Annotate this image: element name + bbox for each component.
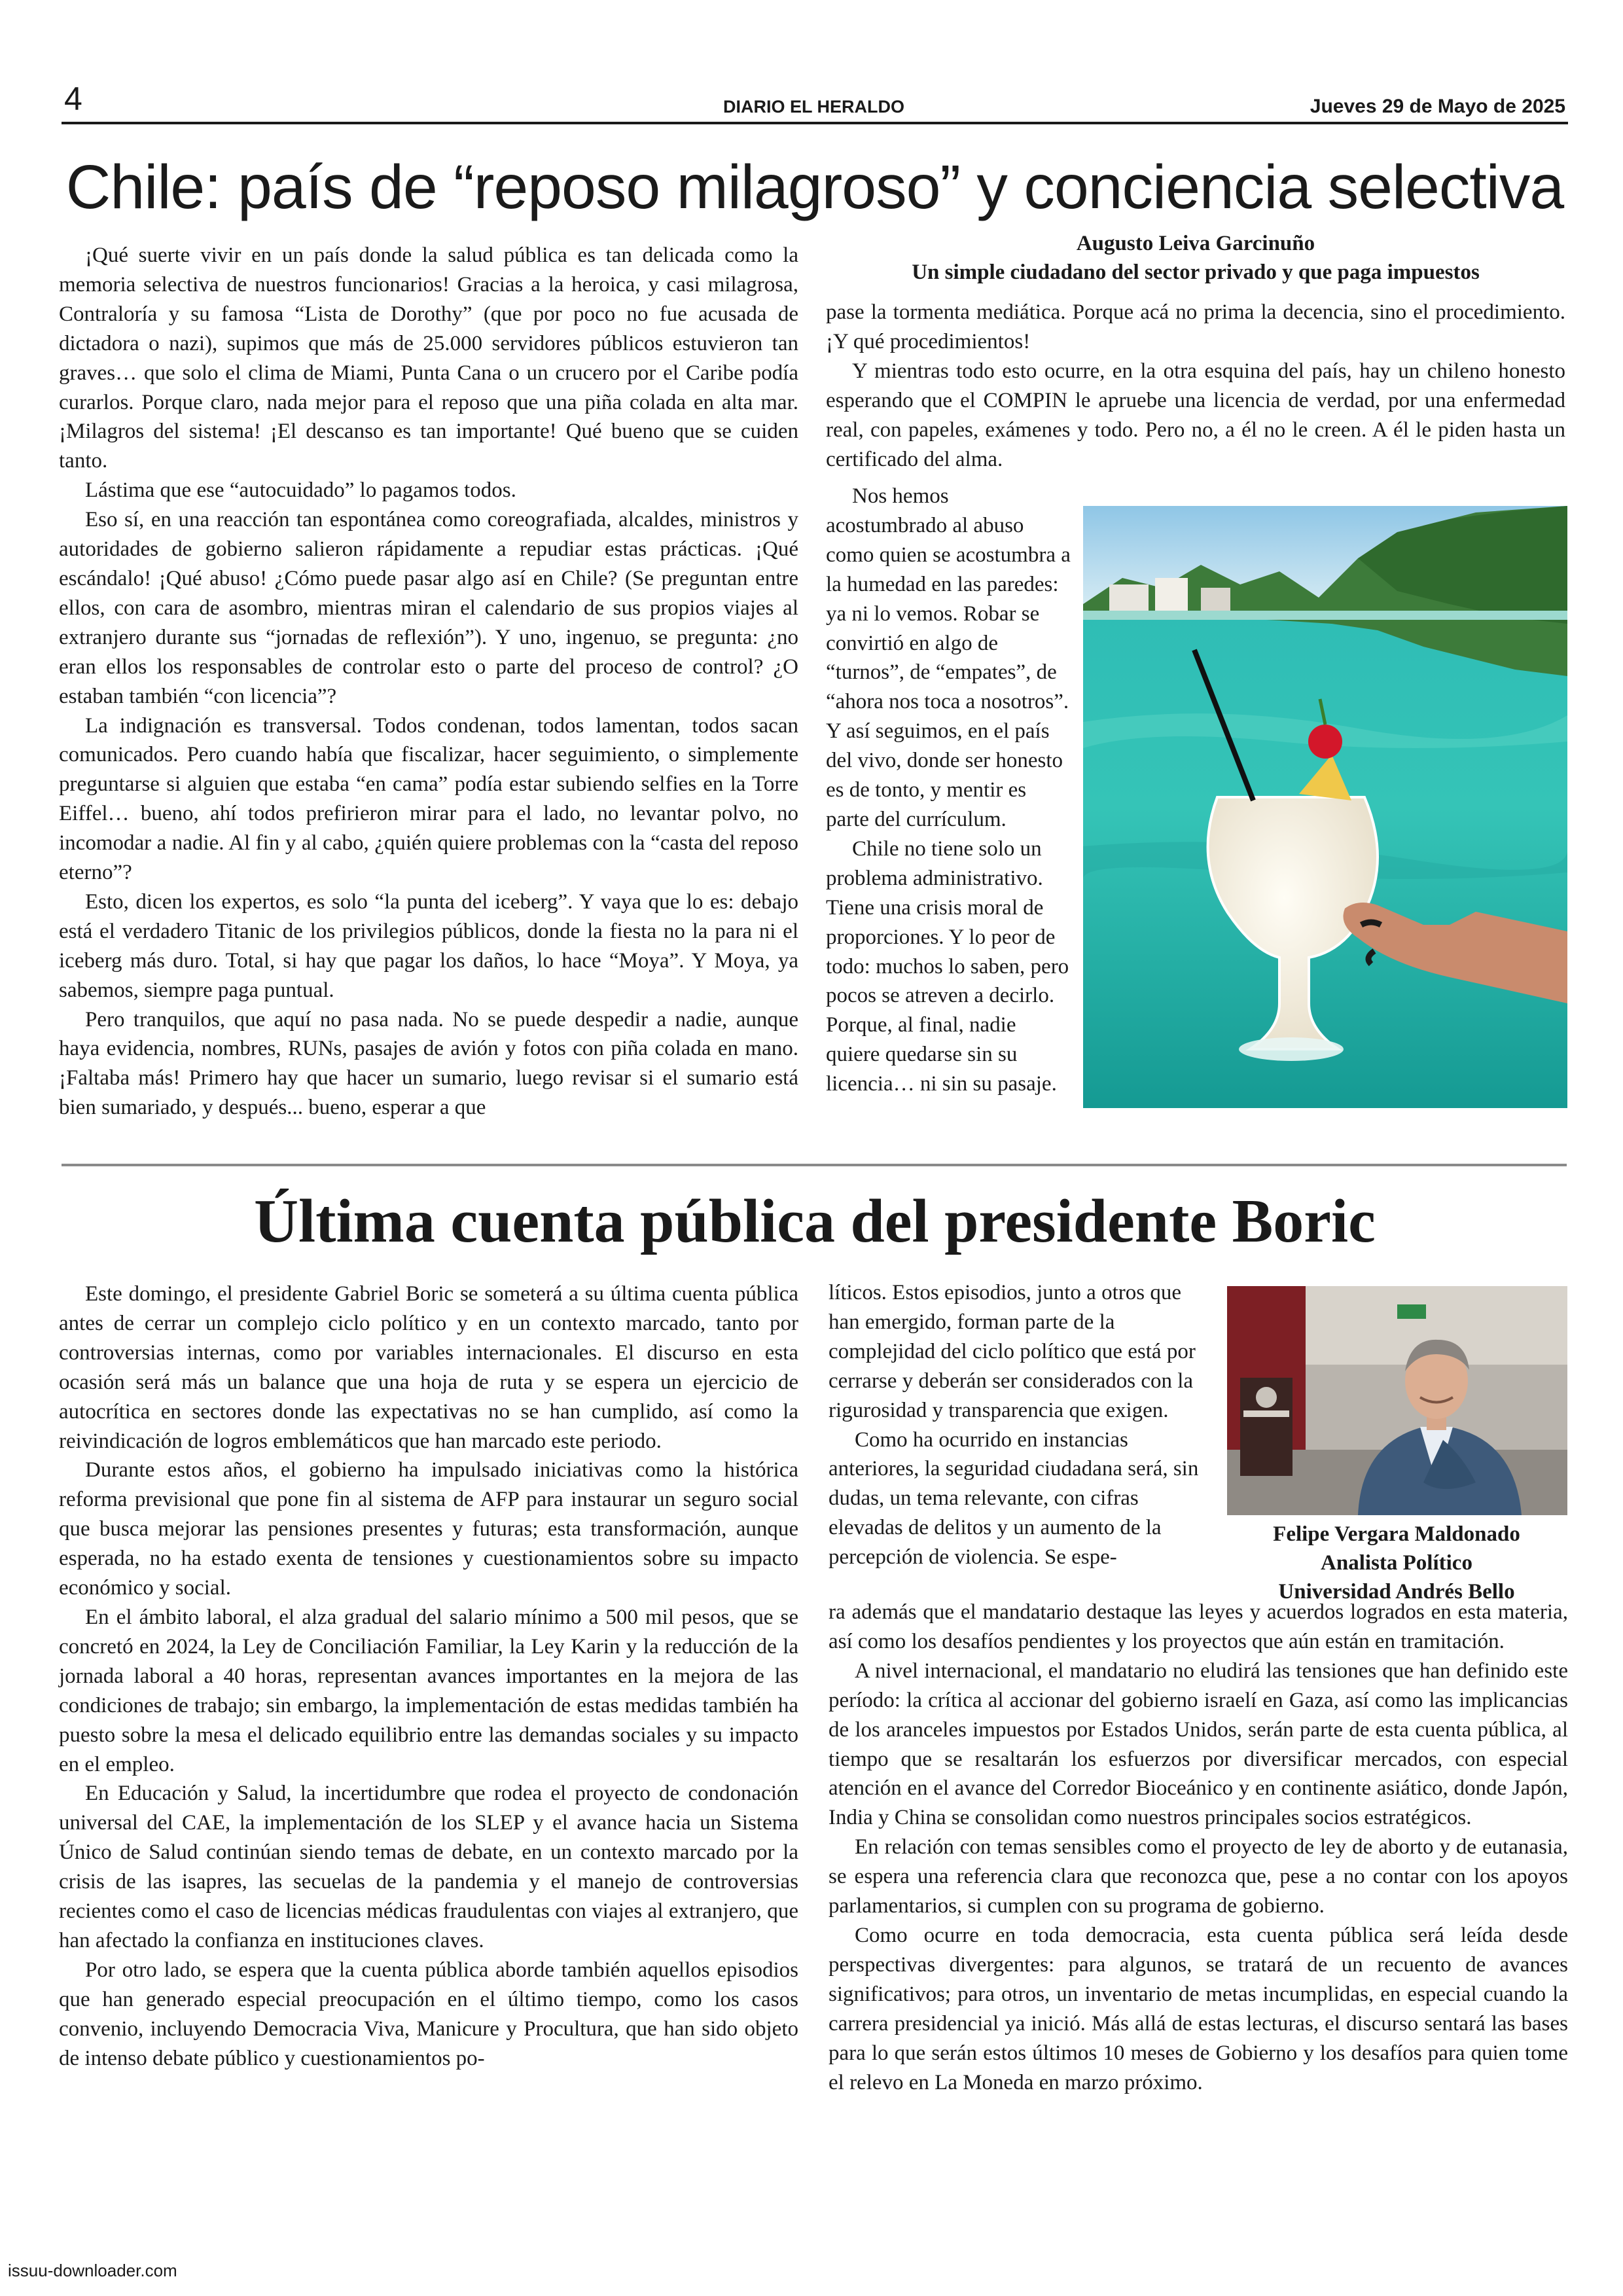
article2-column-2 [829,1598,1568,2097]
article2-column-2-narrow [829,1278,1208,1572]
section-divider [62,1164,1567,1166]
watermark: issuu-downloader.com [8,2261,177,2280]
paragraph: Eso sí, en una reacción tan espontánea como coreografiada, alcaldes, ministros y autoridades de gobierno salieron rápidamente a repudiar estas prácticas. ¡Qué escándalo! ¡Qué abuso! ¿Cómo puede pasar algo así en Chile? (Se preguntan entre ellos, con cara de asombro, mientras miran el calendario de sus propios viajes al extranjero durante sus “jornadas de reflexión”). Y uno, ingenuo, se pregunta: ¿no eran ellos los responsables de controlar esto o parte del proceso de control? ¿O estaban también “con licencia”? [59,508,798,708]
paragraph: Nos hemos acostumbrado al abuso como quien se acostumbra a la humedad en las paredes: ya ni lo vemos. Robar se convirtió en algo de “turnos”, de “empates”, de “ahora nos toca a nosotros”. Y así seguimos, en el país del vivo, donde ser honesto es de tonto, y mentir es parte del currículum. [826,484,1071,831]
paragraph: Y mientras todo esto ocurre, en la otra esquina del país, hay un chileno honesto esperando que el COMPIN le apruebe una licencia de verdad, por una enfermedad real, con papeles, exámenes y todo. Pero no, a él no le creen. A él le piden hasta un certificado del alma. [826,359,1565,471]
article2-column-1 [59,1280,798,2073]
paragraph: A nivel internacional, el mandatario no eludirá las tensiones que han definido este período: la crítica al accionar del gobierno israelí en Gaza, así como las implicancias de los aranceles impuestos por Estados Unidos, serán parte de esta cuenta pública, al tiempo que se resaltarán los esfuerzos por diversificar mercados, con especial atención en el avance del Corredor Bioceánico y en continente asiático, donde Japón, India y China se consolidan como nuestros principales socios estratégicos. [829,1659,1568,1830]
paragraph: Esto, dicen los expertos, es solo “la punta del iceberg”. Y vaya que lo es: debajo está el verdadero Titanic de los privilegios públicos, donde la fiesta no la para ni el iceberg más duro. Total, si hay que pagar los daños, lo hace “Moya”. Y Moya, ya sabemos, siempre paga puntual. [59,889,798,1002]
paragraph: La indignación es transversal. Todos condenan, todos lamentan, todos sacan comunicados. Pero cuando había que fiscalizar, hacer seguimiento, o simplemente preguntarse si alguien que estaba “en cama” podía estar subiendo selfies en la Torre Eiffel… bueno, ahí todos prefirieron mirar para el lado, no levantar polvo, no incomodar a nadie. Al fin y al cabo, ¿quién quiere problemas con la “casta del reposo eterno”? [59,713,798,885]
paragraph: Durante estos años, el gobierno ha impulsado iniciativas como la histórica reforma previsional que pone fin al sistema de AFP para instaurar un seguro social que busca mejorar las pensiones presentes y futuras; esta transformación, aunque esperada, no ha estado exenta de tensiones y cuestionamientos sobre su impacto económico y social. [59,1458,798,1600]
paragraph: Por otro lado, se espera que la cuenta pública aborde también aquellos episodios que han generado especial preocupación en el último tiempo, como los casos convenio, incluyendo Democracia Viva, Manicure y Procultura, que han sido objeto de intenso debate público y cuestionamientos po- [59,1958,798,2070]
paragraph: Pero tranquilos, que aquí no pasa nada. No se puede despedir a nadie, aunque haya evidencia, nombres, RUNs, pasajes de avión y fotos con piña colada en mano. ¡Faltaba más! Primero hay que hacer un sumario, luego revisar si el sumario está bien sumariado, y después... bueno, esperar a que [59,1007,798,1120]
author-portrait-image [1227,1286,1567,1515]
article1-title: Chile: país de “reposo milagroso” y conciencia selectiva [65,152,1564,222]
paragraph: En relación con temas sensibles como el proyecto de ley de aborto y de eutanasia, se espera una referencia clara que reconozca que, pese a no contar con los apoyos parlamentarios, si cumplen con su programa de gobierno. [829,1835,1568,1918]
article2-byline [1224,1520,1569,1606]
paragraph: ra además que el mandatario destaque las leyes y acuerdos logrados en esta materia, así como los desafíos pendientes y los proyectos que aún están en tramitación. [829,1600,1568,1653]
page-number: 4 [64,81,82,117]
author-description: Un simple ciudadano del sector privado y que paga impuestos [912,260,1480,284]
article2-title: Última cuenta pública del presidente Boric [254,1187,1376,1255]
paragraph: Como ocurre en toda democracia, esta cuenta pública será leída desde perspectivas divergentes: para algunos, se tratará de un recuento de avances significativos; para otros, un inventario de metas incumplidas, en especial cuando la carrera presidencial ya inició. Más allá de estas lecturas, el discurso sentará las bases para lo que serán estos últimos 10 meses de Gobierno y los desafíos para quien tome el relevo en La Moneda en marzo próximo. [829,1923,1568,2094]
pina-colada-beach-image [1083,506,1567,1108]
issue-date: Jueves 29 de Mayo de 2025 [1310,96,1565,117]
pina-colada-beach-photo [1083,506,1567,1108]
paragraph: pase la tormenta mediática. Porque acá no prima la decencia, sino el procedimiento. ¡Y qué procedimientos! [826,300,1565,353]
header-rule [62,122,1568,124]
paragraph: En Educación y Salud, la incertidumbre que rodea el proyecto de condonación universal del CAE, la implementación de los SLEP y el avance hacia un Sistema Único de Salud continúan siendo temas de debate, en un contexto marcado por la crisis de las isapres, las secuelas de la pandemia y el manejo de controversias recientes como el caso de licencias médicas fraudulentas con viajes al extranjero, que han afectado la confianza en instituciones claves. [59,1782,798,1952]
author-portrait-photo [1227,1286,1567,1515]
author-name: Augusto Leiva Garcinuño [1076,232,1315,255]
paragraph: líticos. Estos episodios, junto a otros que han emergido, forman parte de la complejidad del ciclo político que está por cerrarse y deberán ser considerados con la rigurosidad y transparencia que exigen. [829,1281,1196,1422]
paragraph: Este domingo, el presidente Gabriel Boric se someterá a su última cuenta pública antes de cerrar un complejo ciclo político y en un contexto marcado, tanto por controversias internas, como por variables internacionales. El discurso en esta ocasión será más un balance que una hoja de ruta y se espera un ejercicio de autocrítica en sectores donde las expectativas no se han cumplido, así como la reivindicación de logros emblemáticos que han marcado este periodo. [59,1282,798,1453]
article1-column-2-narrow [826,482,1073,1099]
author-role: Analista Político [1321,1551,1472,1575]
article1-column-2 [826,298,1565,474]
author-name: Felipe Vergara Maldonado [1273,1522,1520,1546]
paragraph: Como ha ocurrido en instancias anteriores, la seguridad ciudadana será, sin dudas, un tema relevante, con cifras elevadas de delitos y un aumento de la percepción de violencia. Se espe- [829,1427,1199,1570]
author-organization: Universidad Andrés Bello [1278,1580,1515,1604]
newspaper-name: DIARIO EL HERALDO [723,97,905,117]
paragraph: Lástima que ese “autocuidado” lo pagamos todos. [85,478,516,503]
article1-byline [826,229,1565,287]
article1-column-1 [59,241,798,1122]
paragraph: En el ámbito laboral, el alza gradual del salario mínimo a 500 mil pesos, que se concretó en 2024, la Ley de Conciliación Familiar, la Ley Karin y la reducción de la jornada laboral a 40 horas, representan avances importantes en la mejora de las condiciones de trabajo; sin embargo, la implementación de estas medidas también ha puesto sobre la mesa el delicado equilibrio entre las demandas sociales y su impacto en el empleo. [59,1605,798,1776]
paragraph: Chile no tiene solo un problema administrativo. Tiene una crisis moral de proporciones. Y lo peor de todo: muchos lo saben, pero pocos se atreven a decirlo. Porque, al final, nadie quiere quedarse sin su licencia… ni sin su pasaje. [826,836,1069,1096]
paragraph: ¡Qué suerte vivir en un país donde la salud pública es tan delicada como la memoria selectiva de nuestros funcionarios! Gracias a la heroica, y casi milagrosa, Contraloría y su famosa “Lista de Dorothy” (que por poco no fue acusada de dictadora o nazi), supimos que más de 25.000 servidores públicos estuvieron tan graves… que solo el clima de Miami, Punta Cana o un crucero por el Caribe podía curarlos. Porque claro, nada mejor para el reposo que una piña colada en alta mar. ¡Milagros del sistema! ¡El descanso es tan importante! Qué bueno que se cuiden tanto. [59,243,798,473]
